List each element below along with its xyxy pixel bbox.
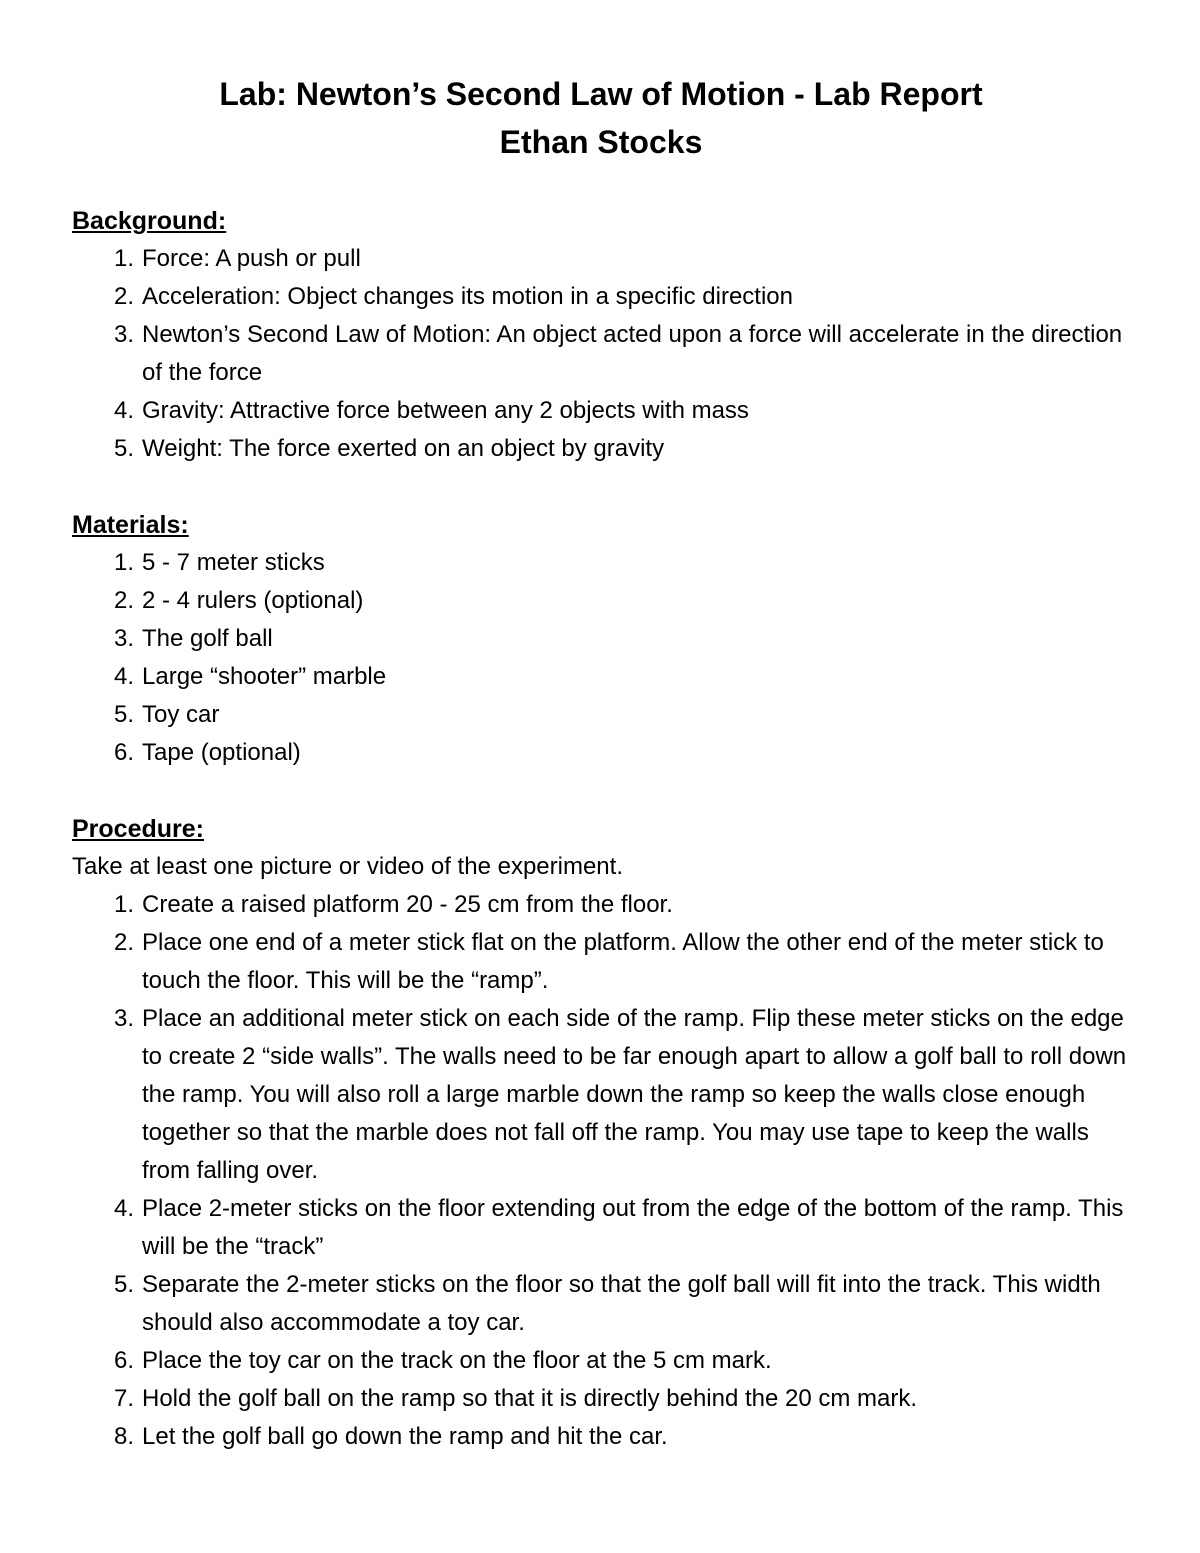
- list-item: [72, 582, 1130, 620]
- list-item: [72, 240, 1130, 278]
- list-item-text: Hold the golf ball on the ramp so that it is directly behind the 20 cm mark.: [142, 1385, 918, 1412]
- list-item: [72, 1380, 1130, 1418]
- background-section: [72, 202, 1130, 468]
- list-item: [72, 620, 1130, 658]
- list-number: 4.: [113, 663, 134, 690]
- list-number: 3.: [113, 625, 134, 652]
- list-item-text: Let the golf ball go down the ramp and hit the car.: [142, 1423, 668, 1450]
- list-item: [72, 886, 1130, 924]
- title-block: [72, 70, 1130, 166]
- list-item: [72, 1266, 1130, 1342]
- list-number: 4.: [113, 1195, 134, 1222]
- list-item-text: Place an additional meter stick on each side of the ramp. Flip these meter sticks on the edge to create 2 “side walls”. The walls need to be far enough apart to allow a golf ball to roll down the ramp. You will also roll a large marble down the ramp so keep the walls close enough together so that the marble does not fall off the ramp. You may use tape to keep the walls from falling over.: [142, 1005, 1127, 1184]
- list-item: [72, 1342, 1130, 1380]
- procedure-intro: Take at least one picture or video of the experiment.: [72, 853, 623, 880]
- list-item-text: Place one end of a meter stick flat on the platform. Allow the other end of the meter stick to touch the floor. This will be the “ramp”.: [142, 929, 1104, 994]
- background-heading: Background:: [72, 207, 227, 235]
- procedure-heading: Procedure:: [72, 815, 204, 843]
- list-number: 2.: [113, 929, 134, 956]
- list-number: 5.: [113, 435, 134, 462]
- list-number: 1.: [113, 891, 134, 918]
- list-item-text: Create a raised platform 20 - 25 cm from the floor.: [142, 891, 673, 918]
- list-item: [72, 1000, 1130, 1190]
- list-item-text: Acceleration: Object changes its motion in a specific direction: [142, 283, 793, 310]
- procedure-section: [72, 810, 1130, 1456]
- list-item: [72, 734, 1130, 772]
- list-number: 2.: [113, 587, 134, 614]
- list-number: 1.: [113, 245, 134, 272]
- list-item-text: 5 - 7 meter sticks: [142, 549, 325, 576]
- list-number: 2.: [113, 283, 134, 310]
- list-item: [72, 1418, 1130, 1456]
- list-number: 3.: [113, 1005, 134, 1032]
- list-item: [72, 430, 1130, 468]
- list-item: [72, 696, 1130, 734]
- list-item-text: Gravity: Attractive force between any 2 objects with mass: [142, 397, 749, 424]
- list-item-text: Place 2-meter sticks on the floor extending out from the edge of the bottom of the ramp. This will be the “track”: [142, 1195, 1124, 1260]
- background-list: [72, 240, 1130, 468]
- materials-list: [72, 544, 1130, 772]
- list-number: 1.: [113, 549, 134, 576]
- list-item-text: Force: A push or pull: [142, 245, 361, 272]
- list-number: 8.: [113, 1423, 134, 1450]
- list-number: 3.: [113, 321, 134, 348]
- list-item-text: Separate the 2-meter sticks on the floor so that the golf ball will fit into the track. This width should also accommodate a toy car.: [142, 1271, 1101, 1336]
- list-item-text: Newton’s Second Law of Motion: An object acted upon a force will accelerate in the direction of the force: [142, 321, 1123, 386]
- list-item-text: The golf ball: [142, 625, 273, 652]
- list-item: [72, 658, 1130, 696]
- list-number: 4.: [113, 397, 134, 424]
- materials-section: [72, 506, 1130, 772]
- materials-heading: Materials:: [72, 511, 189, 539]
- list-item-text: Large “shooter” marble: [142, 663, 387, 690]
- list-number: 6.: [113, 1347, 134, 1374]
- list-item-text: Place the toy car on the track on the floor at the 5 cm mark.: [142, 1347, 772, 1374]
- list-item: [72, 278, 1130, 316]
- list-item: [72, 392, 1130, 430]
- procedure-list: [72, 886, 1130, 1456]
- list-item-text: Weight: The force exerted on an object by gravity: [142, 435, 665, 462]
- list-item: [72, 1190, 1130, 1266]
- list-item: [72, 924, 1130, 1000]
- list-item: [72, 316, 1130, 392]
- document-title: Lab: Newton’s Second Law of Motion - Lab Report: [219, 76, 983, 112]
- list-number: 6.: [113, 739, 134, 766]
- author-name: Ethan Stocks: [499, 124, 703, 160]
- list-item-text: Toy car: [142, 701, 220, 728]
- list-number: 5.: [113, 1271, 134, 1298]
- list-item: [72, 544, 1130, 582]
- list-number: 7.: [113, 1385, 134, 1412]
- list-item-text: Tape (optional): [142, 739, 301, 766]
- list-number: 5.: [113, 701, 134, 728]
- list-item-text: 2 - 4 rulers (optional): [142, 587, 364, 614]
